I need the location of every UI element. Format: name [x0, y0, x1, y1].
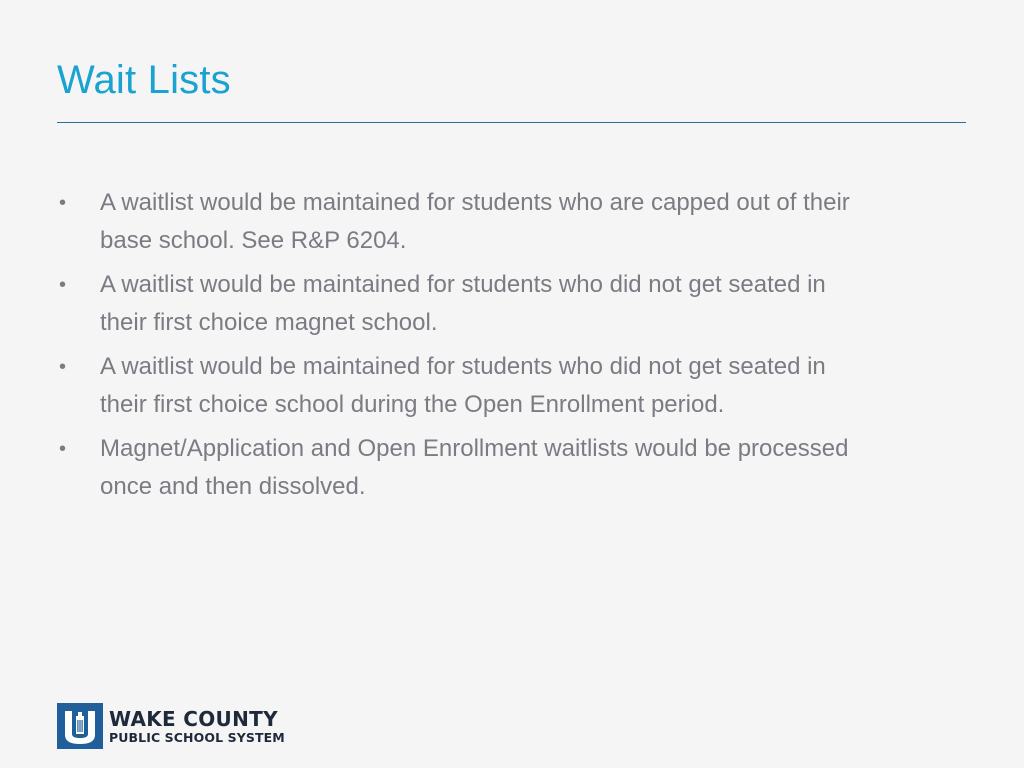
title-divider [57, 122, 966, 123]
bullet-item [57, 266, 947, 342]
bullet-text-line: A waitlist would be maintained for students who are capped out of their [100, 189, 850, 216]
logo-subtitle: PUBLIC SCHOOL SYSTEM [109, 729, 285, 745]
bullet-text-line: their first choice magnet school. [100, 309, 438, 336]
wcpss-logo [57, 703, 285, 749]
bullet-item [57, 184, 947, 260]
bullet-text-line: base school. See R&P 6204. [100, 227, 407, 254]
bullet-item [57, 430, 947, 506]
bullet-dot: • [59, 356, 67, 378]
bullet-list [57, 184, 947, 512]
bullet-text-line: A waitlist would be maintained for students who did not get seated in [100, 353, 826, 380]
bullet-text-line: A waitlist would be maintained for students who did not get seated in [100, 271, 826, 298]
bullet-dot: • [59, 192, 67, 214]
logo-title: WAKE COUNTY [109, 706, 278, 731]
bullet-dot: • [59, 274, 67, 296]
school-tower-logo-icon [57, 703, 103, 749]
bullet-text-line: once and then dissolved. [100, 473, 366, 500]
slide-title: Wait Lists [57, 58, 231, 102]
bullet-text-line: Magnet/Application and Open Enrollment waitlists would be processed [100, 435, 849, 462]
bullet-text-line: their first choice school during the Open Enrollment period. [100, 391, 725, 418]
bullet-item [57, 348, 947, 424]
bullet-dot: • [59, 438, 67, 460]
